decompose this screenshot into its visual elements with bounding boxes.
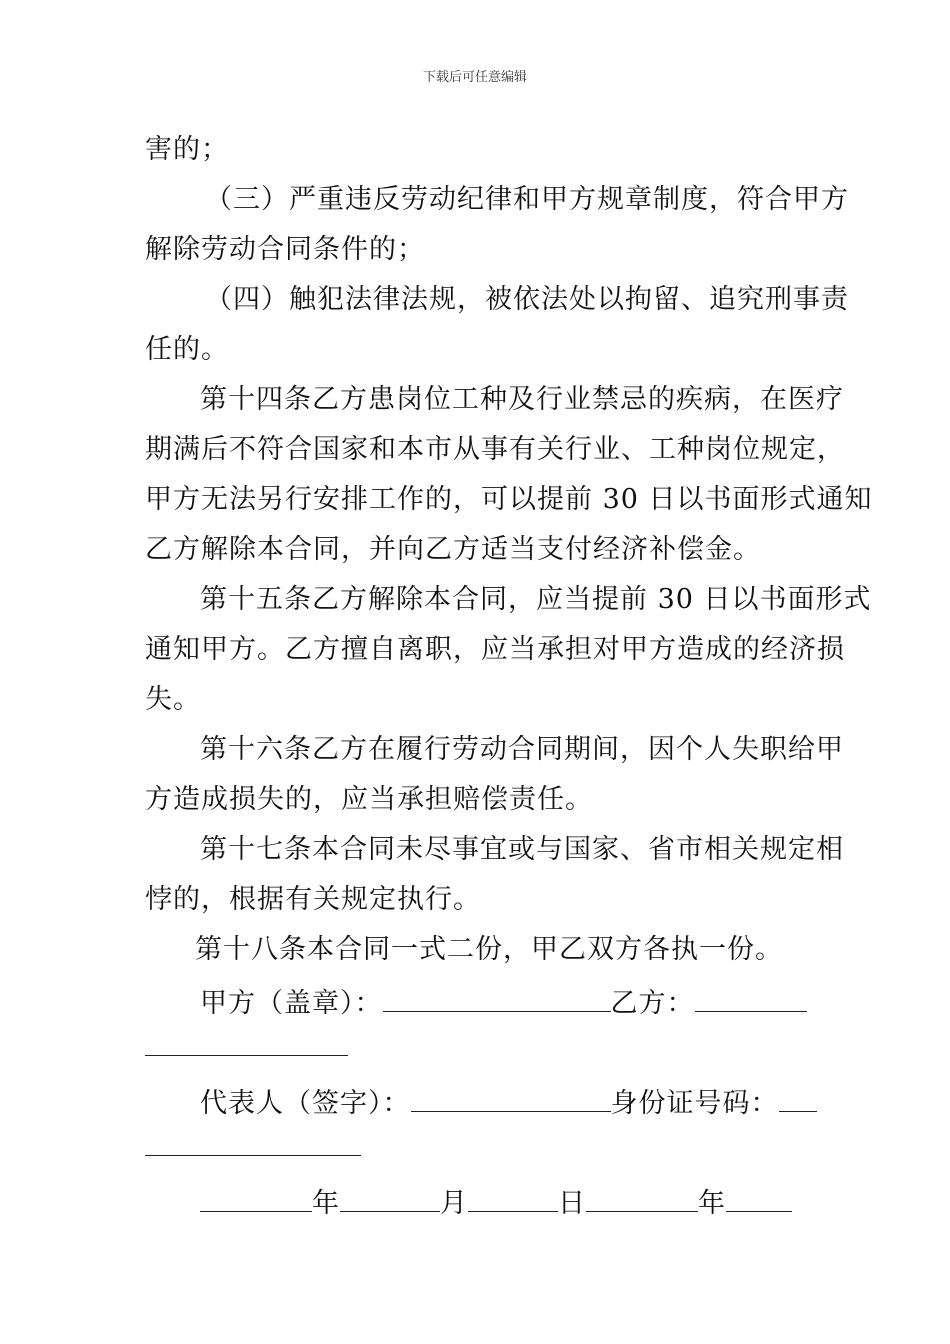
id-number-blank-continued[interactable] [145,1155,361,1156]
text-line: 通知甲方。乙方擅自离职，应当承担对甲方造成的经济损 [145,634,845,665]
party-b-blank[interactable] [695,983,807,1012]
year-b-blank[interactable] [586,1183,698,1212]
page-header: 下载后可任意编辑 [422,70,527,85]
id-number-blank[interactable] [779,1083,817,1112]
text-line: （四）触犯法律法规，被依法处以拘留、追究刑事责 [205,284,849,315]
text-line: （三）严重违反劳动纪律和甲方规章制度，符合甲方 [205,184,849,215]
text-line: 害的； [145,134,229,165]
month-blank[interactable] [340,1183,440,1212]
text-line: 第十七条本合同未尽事宜或与国家、省市相关规定相 [200,834,844,865]
text-line: 第十五条乙方解除本合同，应当提前 30 日以书面形式 [200,584,872,615]
text-line: 第十六条乙方在履行劳动合同期间，因个人失职给甲 [200,734,844,765]
id-number-label: 身份证号码： [610,1088,779,1119]
month-b-blank[interactable] [726,1183,792,1212]
year-label: 年 [698,1188,726,1219]
party-b-label: 乙方： [610,988,695,1019]
party-a-label: 甲方（盖章）： [200,988,383,1019]
date-line [200,1183,792,1221]
month-label: 月 [440,1188,468,1219]
text-line: 第十四条乙方患岗位工种及行业禁忌的疾病，在医疗 [200,384,844,415]
day-blank[interactable] [468,1183,558,1212]
year-label: 年 [312,1188,340,1219]
text-line: 甲方无法另行安排工作的，可以提前 30 日以书面形式通知 [145,484,873,515]
party-a-line [200,983,807,1021]
text-line: 乙方解除本合同，并向乙方适当支付经济补偿金。 [145,534,761,565]
party-a-blank[interactable] [383,983,611,1012]
text-line: 悖的，根据有关规定执行。 [145,884,481,915]
text-line: 期满后不符合国家和本市从事有关行业、工种岗位规定， [145,434,845,465]
text-line: 任的。 [145,334,229,365]
day-label: 日 [558,1188,586,1219]
text-line: 解除劳动合同条件的； [145,234,425,265]
representative-blank[interactable] [411,1083,611,1112]
year-a-blank[interactable] [200,1183,312,1212]
text-line: 方造成损失的，应当承担赔偿责任。 [145,784,593,815]
text-line: 第十八条本合同一式二份，甲乙双方各执一份。 [195,934,783,965]
representative-line [200,1083,817,1121]
party-b-blank-continued[interactable] [145,1055,348,1056]
text-line: 失。 [145,684,201,715]
representative-label: 代表人（签字）： [200,1088,411,1119]
